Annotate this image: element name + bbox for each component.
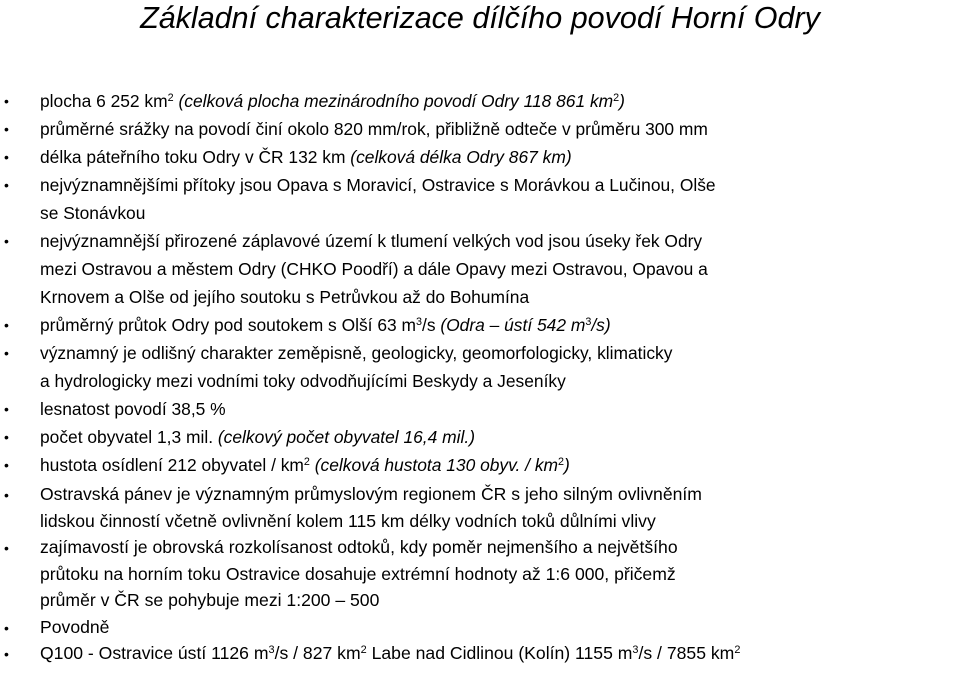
bullet-icon: • xyxy=(4,121,9,137)
bullet-icon: • xyxy=(4,487,9,503)
list-item: • hustota osídlení 212 obyvatel / $km^2$ (celková hustota 130 obyv. / $km^2$) xyxy=(0,451,960,479)
list-item: • významný je odlišný charakter zeměpisně, geologicky, geomorfologicky, klimaticky a hydrologicky mezi vodními toky odvodňujícími Beskydy a Jeseníky xyxy=(0,339,960,395)
list-item: • Q100 - Ostravice ústí 1126 $m^3/s / 827$ $km^2$ Labe nad Cidlinou (Kolín) 1155 $m^3/s / 7855$ $km^2$ xyxy=(0,640,960,667)
list-item: • Povodně xyxy=(0,614,960,641)
list-item: • průměrný průtok Odry pod soutokem s Olší 63 $m^3/s$ (Odra – ústí 542 $m^3/s$) xyxy=(0,311,960,339)
bullet-icon: • xyxy=(4,401,9,417)
bullet-icon: • xyxy=(4,177,9,193)
bullet-list-lower xyxy=(0,481,960,667)
list-item: • plocha 6 252 $km^2$ (celková plocha mezinárodního povodí Odry 118 861 $km^2$) xyxy=(0,87,960,115)
slide-title: Základní charakterizace dílčího povodí Horní Odry xyxy=(140,1,820,35)
list-item: • zajímavostí je obrovská rozkolísanost odtoků, kdy poměr nejmenšího a největšího průtoku na horním toku Ostravice dosahuje extrémní hodnoty až 1:6 000, přičemž průměr v ČR se pohybuje mezi 1:200 – 500 xyxy=(4,537,678,610)
bullet-icon: • xyxy=(4,149,9,165)
bullet-icon: • xyxy=(4,619,9,636)
bullet-icon: • xyxy=(4,93,9,109)
list-item: • nejvýznamnější přirozené záplavové území k tlumení velkých vod jsou úseky řek Odry mezi Ostravou a městem Odry (CHKO Poodří) a dále Opavy mezi Ostravou, Opavou a Krnovem a Olše od jejího soutoku s Petrůvkou až do Bohumína xyxy=(0,227,960,311)
bullet-icon: • xyxy=(4,457,9,473)
list-item: • nejvýznamnějšími přítoky jsou Opava s Moravicí, Ostravice s Morávkou a Lučinou, Olše se Stonávkou xyxy=(0,171,960,227)
list-item: • lesnatost povodí 38,5 % xyxy=(0,395,960,423)
list-item: • délka páteřního toku Odry v ČR 132 km (celková délka Odry 867 km) xyxy=(0,143,960,171)
bullet-icon: • xyxy=(4,646,9,662)
list-item: • průměrné srážky na povodí činí okolo 820 mm/rok, přibližně odteče v průměru 300 mm xyxy=(0,115,960,143)
bullet-icon: • xyxy=(4,233,9,249)
list-item: • Ostravská pánev je významným průmyslovým regionem ČR s jeho silným ovlivněním lidskou činností včetně ovlivnění kolem 115 km délky vodních toků důlními vlivy xyxy=(4,484,702,531)
bullet-list-upper xyxy=(0,87,960,479)
bullet-icon: • xyxy=(4,317,9,333)
bullet-icon: • xyxy=(4,429,9,445)
bullet-icon: • xyxy=(4,540,9,556)
bullet-icon: • xyxy=(4,345,9,361)
list-item: • počet obyvatel 1,3 mil. (celkový počet obyvatel 16,4 mil.) xyxy=(0,423,960,451)
